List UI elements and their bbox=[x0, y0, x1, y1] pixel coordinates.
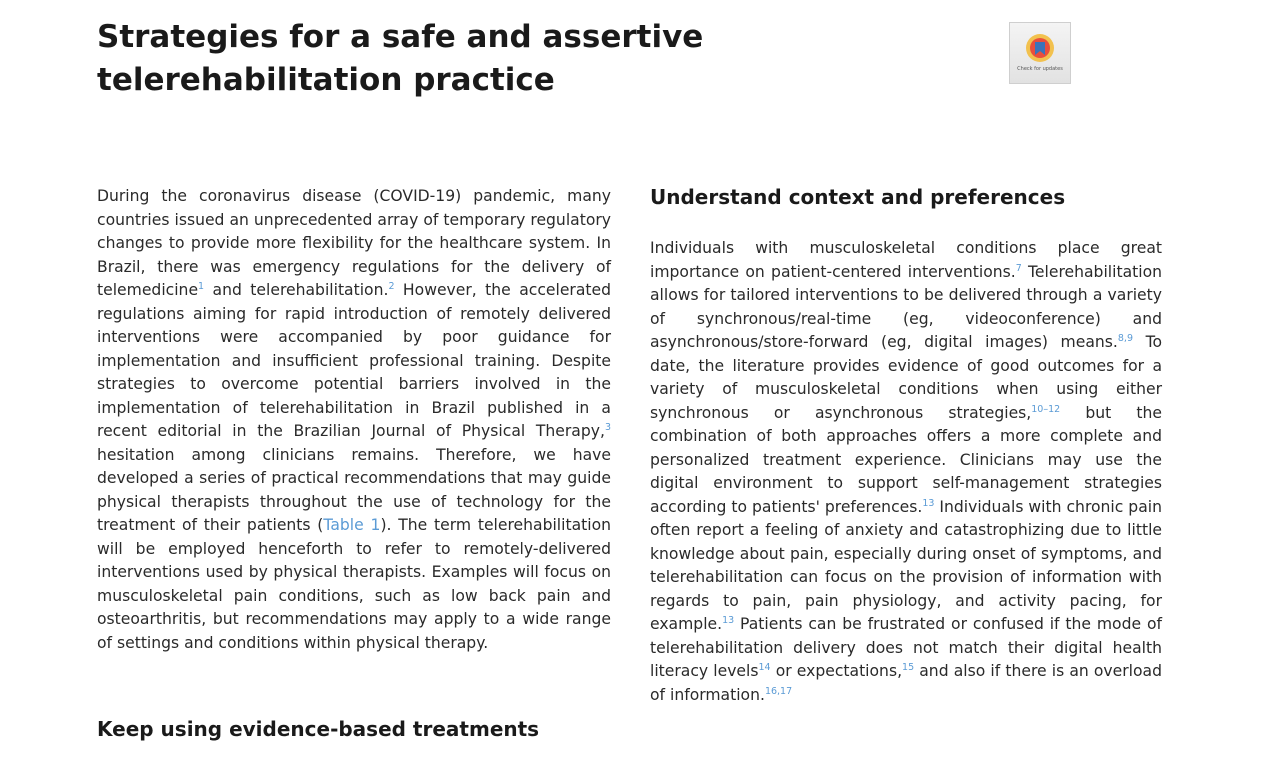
citation-ref[interactable]: 10–12 bbox=[1031, 403, 1061, 415]
citation-ref[interactable]: 14 bbox=[758, 661, 771, 673]
citation-ref[interactable]: 8,9 bbox=[1117, 332, 1133, 344]
badge-label: Check for updates bbox=[1017, 66, 1063, 72]
citation-ref[interactable]: 2 bbox=[388, 280, 395, 292]
check-for-updates-icon bbox=[1010, 23, 1070, 83]
check-for-updates-badge[interactable] bbox=[1009, 22, 1071, 84]
citation-ref[interactable]: 15 bbox=[902, 661, 915, 673]
citation-ref[interactable]: 13 bbox=[722, 614, 735, 626]
context-paragraph: Individuals with musculoskeletal conditions place great importance on patient-centered interventions.$^7$ Telerehabilitation allows for tailored interventions to be delivered through a variety of synchronous/real-time (eg, videoconference) and asynchronous/store-forward (eg, digital images) means.$^{8,9}$ To date, the literature provides evidence of good outcomes for a variety of musculoskeletal conditions when using either synchronous or asynchronous strategies,$^{10-12}$ but the combination of both approaches offers a more complete and personalized treatment experience. Clinicians may use the digital environment to support self-management strategies according to patients' preferences.$^{13}$ Individuals with chronic pain often report a feeling of anxiety and catastrophizing due to little knowledge about pain, especially during onset of symptoms, and telerehabilitation can focus on the provision of information with regards to pain, pain physiology, and activity pacing, for example.$^{13}$ Patients can be frustrated or confused if the mode of telerehabilitation delivery does not match their digital health literacy levels$^{14}$ or expectations,$^{15}$ and also if there is an overload of information.$^{16,17}$ bbox=[650, 239, 1162, 704]
intro-paragraph: During the coronavirus disease (COVID-19) pandemic, many countries issued an unprecedented array of temporary regulatory changes to provide more flexibility for the healthcare system. In Brazil, there was emergency regulations for the delivery of telemedicine$^1$ and telerehabilitation.$^2$ However, the accelerated regulations aiming for rapid introduction of remotely delivered interventions were accompanied by poor guidance for implementation and insufficient professional training. Despite strategies to overcome potential barriers involved in the implementation of telerehabilitation in Brazil published in a recent editorial in the Brazilian Journal of Physical Therapy,$^3$ hesitation among clinicians remains. Therefore, we have developed a series of practical recommendations that may guide physical therapists throughout the use of technology for the treatment of their patients (Table 1). The term telerehabilitation will be employed henceforth to refer to remotely-delivered interventions used by physical therapists. Examples will focus on musculoskeletal pain conditions, such as low back pain and osteoarthritis, but recommendations may apply to a wide range of settings and conditions within physical therapy. bbox=[97, 187, 612, 652]
citation-ref[interactable]: 13 bbox=[922, 497, 935, 509]
citation-ref[interactable]: 1 bbox=[198, 280, 205, 292]
section-heading-evidence: Keep using evidence-based treatments bbox=[97, 717, 540, 741]
article-title: Strategies for a safe and assertive telerehabilitation practice bbox=[97, 19, 704, 98]
intro-column bbox=[97, 185, 611, 655]
table-1-link[interactable]: Table 1 bbox=[323, 516, 381, 534]
citation-ref[interactable]: 16,17 bbox=[764, 685, 793, 697]
citation-ref[interactable]: 3 bbox=[604, 421, 611, 433]
section-heading-context: Understand context and preferences bbox=[650, 185, 1066, 209]
citation-ref[interactable]: 7 bbox=[1015, 262, 1022, 274]
context-column bbox=[650, 237, 1162, 707]
